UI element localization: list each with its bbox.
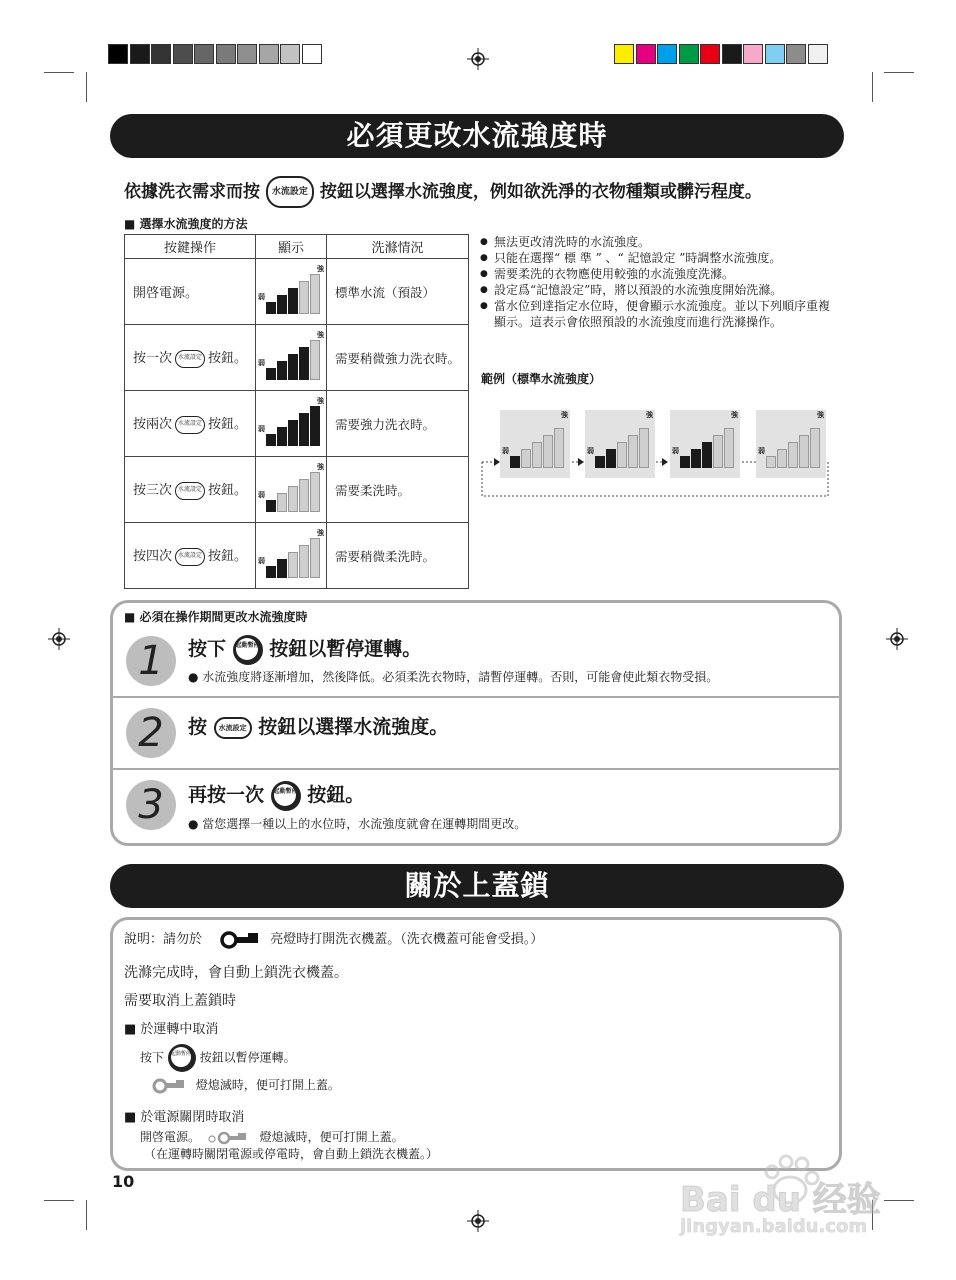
page-number: 10: [112, 1172, 135, 1191]
baidu-jingyan-watermark: [680, 1150, 910, 1240]
lid-lock-lamp-off-icon: [208, 1131, 252, 1145]
note-item: ● 設定爲“記憶設定”時，將以預設的水流強度開始洗滌。: [480, 282, 840, 298]
operation-pre: 按一次: [133, 351, 173, 367]
color-swatch: [679, 44, 699, 64]
sub2-post: 燈熄滅時，便可打開上蓋。: [259, 1130, 404, 1144]
gray-swatch: [151, 44, 171, 64]
notes-list: [480, 234, 840, 330]
strength-bar: [691, 449, 701, 468]
sub2-pre: 開啓電源。: [140, 1130, 201, 1144]
strong-label: 強: [317, 528, 325, 537]
flow-setting-button-icon: 水流設定: [175, 416, 205, 434]
weak-label: 弱: [258, 358, 266, 367]
step-3-number: 3: [126, 780, 176, 830]
step-1-text: [188, 634, 421, 665]
gray-swatch: [259, 44, 279, 64]
operation-cell: [125, 259, 256, 325]
strength-bar: [766, 456, 776, 468]
strength-bar: [617, 442, 627, 468]
condition-cell: 標準水流（預設）: [327, 259, 469, 325]
strength-bar: [299, 413, 309, 446]
cancel-power-off-title: ■ 於電源關閉時取消: [124, 1110, 245, 1125]
operation-cell: [125, 325, 256, 391]
strength-bar: [277, 427, 287, 446]
step-3-text: [188, 780, 364, 811]
registration-mark-right-icon: [886, 628, 908, 650]
strength-bar: [266, 434, 276, 446]
strength-bar: [628, 435, 638, 468]
gray-swatch: [108, 44, 128, 64]
weak-label: 弱: [587, 447, 594, 455]
example-display: [756, 410, 826, 478]
start-pause-button-icon: [271, 781, 301, 811]
start-pause-label: 起動暫停: [236, 638, 258, 660]
step-1-note-text: 水流強度將逐漸增加，然後降低。必須柔洗衣物時，請暫停運轉。否則，可能會使此類衣物受損。: [202, 670, 719, 684]
gray-swatch: [173, 44, 193, 64]
registration-mark-bottom-icon: [467, 1210, 489, 1232]
color-swatch: [743, 44, 763, 64]
operation-post: 按鈕。: [208, 549, 248, 565]
operation-pre: 開啓電源。: [133, 286, 199, 301]
cancel-title: 需要取消上蓋鎖時: [124, 993, 236, 1009]
registration-mark-top-icon: [467, 48, 489, 70]
color-swatch: [722, 44, 742, 64]
step-3-note: ● 當您選擇一種以上的水位時，水流強度就會在運轉期間更改。: [188, 817, 527, 831]
strong-label: 強: [817, 411, 824, 419]
color-swatch: [614, 44, 634, 64]
gray-swatch: [130, 44, 150, 64]
step-2-text: [188, 712, 448, 739]
strength-bar: [299, 347, 309, 380]
step-3-pre: 再按一次: [188, 784, 265, 806]
operation-post: 按鈕。: [208, 417, 248, 433]
lid-lock-lamp-off-icon: [152, 1078, 188, 1094]
flow-strength-display: [585, 410, 655, 474]
weak-label: 弱: [758, 447, 765, 455]
intro-text: [124, 176, 762, 208]
step-1-pre: 按下: [188, 638, 227, 660]
cancel-during-operation-lamp: [152, 1076, 340, 1094]
strength-bar: [266, 302, 276, 314]
weak-label: 弱: [672, 447, 679, 455]
step-1-post: 按鈕以暫停運轉。: [269, 638, 422, 660]
strength-bar: [799, 435, 809, 468]
flow-strength-display: [500, 410, 570, 474]
strong-label: 強: [561, 411, 568, 419]
strength-bar: [266, 500, 276, 512]
color-swatch: [636, 44, 656, 64]
flow-setting-button-icon: 水流設定: [266, 176, 314, 208]
table-row: [125, 523, 469, 589]
flow-strength-table: [124, 234, 469, 589]
sub1-lamp-text: 燈熄滅時，便可打開上蓋。: [195, 1078, 340, 1092]
flow-setting-button-icon: 水流設定: [175, 482, 205, 500]
strength-bar: [310, 406, 320, 446]
registration-mark-left-icon: [48, 628, 70, 650]
step-2-post: 按鈕以選擇水流強度。: [258, 716, 449, 738]
color-swatch: [657, 44, 677, 64]
watermark-url: jingyan.baidu.com: [680, 1216, 868, 1237]
table-header-display: 顯示: [256, 235, 327, 259]
weak-label: 弱: [258, 292, 266, 301]
table-row: [125, 259, 469, 325]
table-row: [125, 391, 469, 457]
operation-cell: [125, 457, 256, 523]
display-cell: [256, 259, 327, 325]
display-cell: [256, 391, 327, 457]
flow-strength-display: [756, 410, 826, 474]
table-header-condition: 洗滌情況: [327, 235, 469, 259]
cancel-power-off-note: （在運轉時關閉電源或停電時，會自動上鎖洗衣機蓋。）: [144, 1147, 439, 1161]
start-pause-button-icon: [233, 635, 263, 665]
condition-cell: 需要稍微強力洗衣時。: [327, 325, 469, 391]
during-operation-heading: ■ 必須在操作期間更改水流強度時: [124, 610, 308, 624]
condition-cell: 需要柔洗時。: [327, 457, 469, 523]
example-display: [585, 410, 655, 478]
section-title-lid-lock: 關於上蓋鎖: [110, 864, 844, 908]
table-row: [125, 457, 469, 523]
strength-bar: [606, 449, 616, 468]
cancel-during-operation-step: [140, 1044, 296, 1072]
strength-bar: [510, 456, 520, 468]
flow-strength-display: [256, 396, 326, 452]
step-2-number: 2: [126, 708, 176, 758]
explain-pre: 說明：請勿於: [124, 932, 203, 947]
example-display: [500, 410, 570, 478]
section-title-flow-strength: 必須更改水流強度時: [110, 114, 844, 158]
color-swatch: [700, 44, 720, 64]
start-pause-label: 起動暫停: [274, 784, 296, 806]
gray-swatch: [280, 44, 300, 64]
strength-bar: [277, 559, 287, 578]
step-3-post: 按鈕。: [307, 784, 365, 806]
gray-swatch: [216, 44, 236, 64]
flow-setting-button-icon: 水流設定: [175, 350, 205, 368]
strength-bar: [595, 456, 605, 468]
intro-post: 按鈕以選擇水流強度，例如欲洗淨的衣物種類或髒污程度。: [319, 182, 762, 202]
flow-strength-display: [256, 528, 326, 584]
display-cell: [256, 325, 327, 391]
strength-bar: [310, 340, 320, 380]
step-3-note-text: 當您選擇一種以上的水位時，水流強度就會在運轉期間更改。: [202, 817, 527, 831]
color-swatch: [808, 44, 828, 64]
step-1-note: ● 水流強度將逐漸增加，然後降低。必須柔洗衣物時，請暫停運轉。否則，可能會使此類衣物受損。: [188, 670, 719, 684]
strength-bar: [702, 442, 712, 468]
strength-bar: [788, 442, 798, 468]
strength-bar: [310, 538, 320, 578]
note-item: ● 無法更改清洗時的水流強度。: [480, 234, 840, 250]
strong-label: 強: [317, 396, 325, 405]
explain-post: 亮燈時打開洗衣機蓋。（洗衣機蓋可能會受損。）: [270, 932, 544, 947]
start-pause-button-icon: [168, 1044, 196, 1072]
flow-strength-display: [256, 462, 326, 518]
auto-lock-text: 洗滌完成時，會自動上鎖洗衣機蓋。: [124, 965, 348, 981]
sub1-pre: 按下: [140, 1050, 165, 1065]
strength-bar: [724, 428, 734, 468]
strength-bar: [639, 428, 649, 468]
gray-swatch: [237, 44, 257, 64]
operation-pre: 按四次: [133, 549, 173, 565]
cancel-during-operation-title: ■ 於運轉中取消: [124, 1022, 219, 1037]
table-header-operation: 按鍵操作: [125, 235, 256, 259]
note-item: ● 只能在選擇“ 標 準 ” 、“ 記憶設定 ”時調整水流強度。: [480, 250, 840, 266]
sub1-post: 按鈕以暫停運轉。: [199, 1050, 296, 1065]
strength-bar: [777, 449, 787, 468]
operation-cell: [125, 523, 256, 589]
lid-lock-lamp-on-icon: [220, 931, 262, 949]
table-heading: ■ 選擇水流強度的方法: [124, 217, 248, 231]
strength-bar: [299, 479, 309, 512]
condition-cell: 需要強力洗衣時。: [327, 391, 469, 457]
strength-bar: [310, 274, 320, 314]
table-row: [125, 325, 469, 391]
step-2-pre: 按: [188, 716, 208, 738]
note-item: ● 當水位到達指定水位時，便會顯示水流強度。並以下列順序重複顯示。這表示會依照預設的水流強度而進行洗滌操作。: [480, 298, 840, 330]
color-swatch: [786, 44, 806, 64]
operation-pre: 按三次: [133, 483, 173, 499]
strength-bar: [288, 420, 298, 446]
strong-label: 強: [317, 330, 325, 339]
start-pause-label: 起動暫停: [171, 1047, 191, 1067]
weak-label: 弱: [258, 490, 266, 499]
weak-label: 弱: [258, 424, 266, 433]
strength-bar: [266, 368, 276, 380]
flow-setting-button-icon: 水流設定: [175, 548, 205, 566]
operation-cell: [125, 391, 256, 457]
cancel-power-off-step: [140, 1128, 404, 1145]
display-cell: [256, 523, 327, 589]
strength-bar: [680, 456, 690, 468]
strength-bar: [543, 435, 553, 468]
condition-cell: 需要稍微柔洗時。: [327, 523, 469, 589]
strength-bar: [277, 295, 287, 314]
example-display: [670, 410, 740, 478]
strength-bar: [532, 442, 542, 468]
strength-bar: [299, 281, 309, 314]
note-item: ● 需要柔洗的衣物應使用較強的水流強度洗滌。: [480, 266, 840, 282]
example-title: 範例（標準水流強度）: [481, 372, 602, 386]
intro-pre: 依據洗衣需求而按: [124, 182, 260, 202]
flow-strength-display: [256, 330, 326, 386]
watermark-brand: Bai du 经验: [680, 1180, 881, 1220]
strength-bar: [266, 566, 276, 578]
strength-bar: [288, 486, 298, 512]
flow-strength-display: [256, 264, 326, 320]
strength-bar: [554, 428, 564, 468]
strength-bar: [713, 435, 723, 468]
strength-bar: [288, 288, 298, 314]
lid-lock-explain: [124, 928, 543, 949]
strong-label: 強: [317, 462, 325, 471]
strength-bar: [277, 493, 287, 512]
strength-bar: [288, 552, 298, 578]
flow-strength-display: [670, 410, 740, 474]
operation-post: 按鈕。: [208, 351, 248, 367]
step-1-number: 1: [126, 636, 176, 686]
display-cell: [256, 457, 327, 523]
strong-label: 強: [646, 411, 653, 419]
weak-label: 弱: [258, 556, 266, 565]
operation-pre: 按兩次: [133, 417, 173, 433]
strength-bar: [310, 472, 320, 512]
gray-swatch: [302, 44, 322, 64]
flow-setting-button-icon: 水流設定: [214, 717, 252, 739]
strong-label: 強: [317, 264, 325, 273]
strength-bar: [288, 354, 298, 380]
strong-label: 強: [731, 411, 738, 419]
strength-bar: [277, 361, 287, 380]
operation-post: 按鈕。: [208, 483, 248, 499]
strength-bar: [810, 428, 820, 468]
gray-swatch: [194, 44, 214, 64]
strength-bar: [521, 449, 531, 468]
weak-label: 弱: [502, 447, 509, 455]
strength-bar: [299, 545, 309, 578]
color-swatch: [765, 44, 785, 64]
